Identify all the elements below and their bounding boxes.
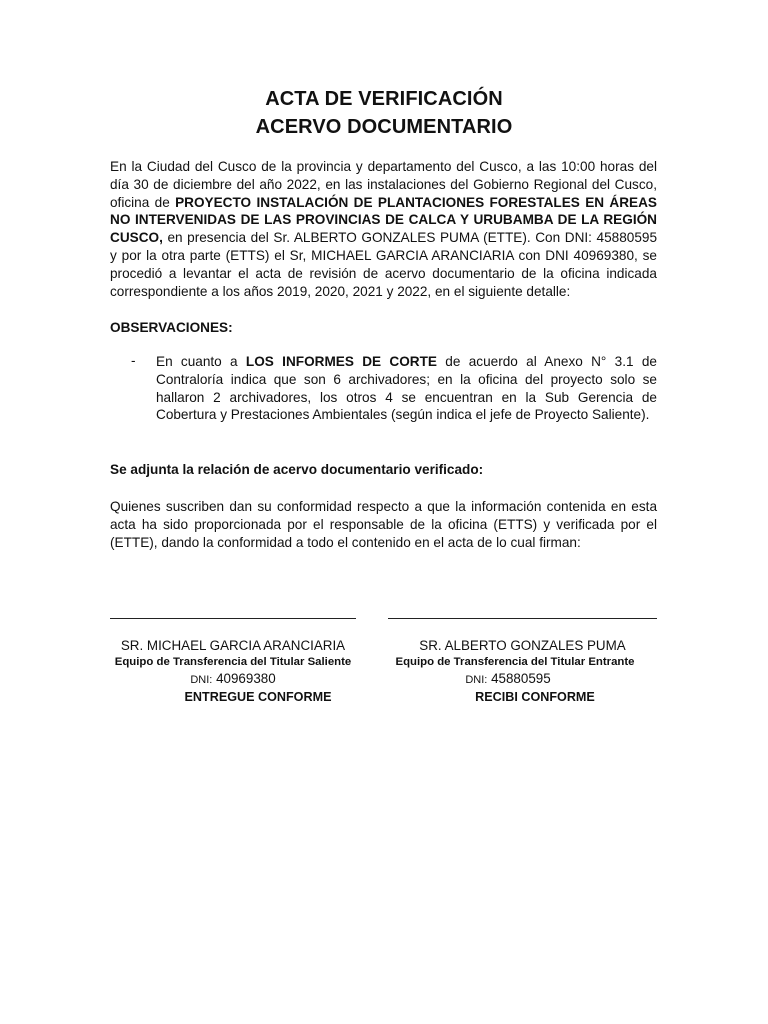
dni-label-left: DNI: xyxy=(190,674,213,686)
intro-paragraph xyxy=(110,158,657,300)
signer-name-right: SR. ALBERTO GONZALES PUMA xyxy=(419,638,626,653)
intro-text-2: en presencia del Sr. ALBERTO GONZALES PUMA (ETTE). Con DNI: 45880595 y por la otra parte (ETTS) el Sr, MICHAEL GARCIA ARANCIARIA con DNI 40969380, se procedió a levantar el acta de revisión de acervo documentario de la oficina indicada correspondiente a los años 2019, 2020, 2021 y 2022, en el siguiente detalle: xyxy=(110,230,657,299)
dni-label-right: DNI: xyxy=(465,674,488,686)
conformity-right: RECIBI CONFORME xyxy=(475,690,595,704)
document-title-line-2: ACERVO DOCUMENTARIO xyxy=(255,116,513,138)
bullet-marker: - xyxy=(131,353,136,368)
observation-text-1: En cuanto a xyxy=(156,354,246,369)
dni-value-right: 45880595 xyxy=(491,671,551,686)
signer-name-left: SR. MICHAEL GARCIA ARANCIARIA xyxy=(120,638,346,653)
signer-dni-left xyxy=(110,671,356,686)
intro-text-1: En la Ciudad del Cusco de la provincia y departamento del Cusco, a las 10:00 horas del día 30 de diciembre del año 2022, en las instalaciones del Gobierno Regional del Cusco, oficina de xyxy=(110,159,657,210)
signature-line-left xyxy=(110,618,356,619)
signer-team-right: Equipo de Transferencia del Titular Entrante xyxy=(395,656,635,668)
signer-dni-right xyxy=(388,671,628,686)
observation-text-2: de acuerdo al Anexo N° 3.1 de Contraloría indica que son 6 archivadores; en la oficina del proyecto solo se hallaron 2 archivadores, los otros 4 se encuentran en la Sub Gerencia de Cobertura y Prestaciones Ambientales (según indica el jefe de Proyecto Saliente). xyxy=(156,354,657,423)
observation-bold: LOS INFORMES DE CORTE xyxy=(245,354,437,369)
conformity-left: ENTREGUE CONFORME xyxy=(184,690,332,704)
signature-line-right xyxy=(388,618,657,619)
document-title-line-1: ACTA DE VERIFICACIÓN xyxy=(265,88,503,110)
conformidad-paragraph: Quienes suscriben dan su conformidad respecto a que la información contenida en esta acta ha sido proporcionada por el responsable de la oficina (ETTS) y verificada por el (ETTE), dando la conformidad a todo el contenido en el acta de lo cual firman: xyxy=(110,499,657,550)
dni-value-left: 40969380 xyxy=(216,671,276,686)
signer-team-left: Equipo de Transferencia del Titular Saliente xyxy=(114,656,352,668)
observaciones-heading: OBSERVACIONES: xyxy=(110,320,233,335)
observation-item xyxy=(156,353,657,424)
adjunta-statement: Se adjunta la relación de acervo documentario verificado: xyxy=(110,462,484,477)
project-name: PROYECTO INSTALACIÓN DE PLANTACIONES FORESTALES EN ÁREAS NO INTERVENIDAS DE LAS PROVINCIAS DE CALCA Y URUBAMBA DE LA REGIÓN CUSCO, xyxy=(110,194,657,246)
